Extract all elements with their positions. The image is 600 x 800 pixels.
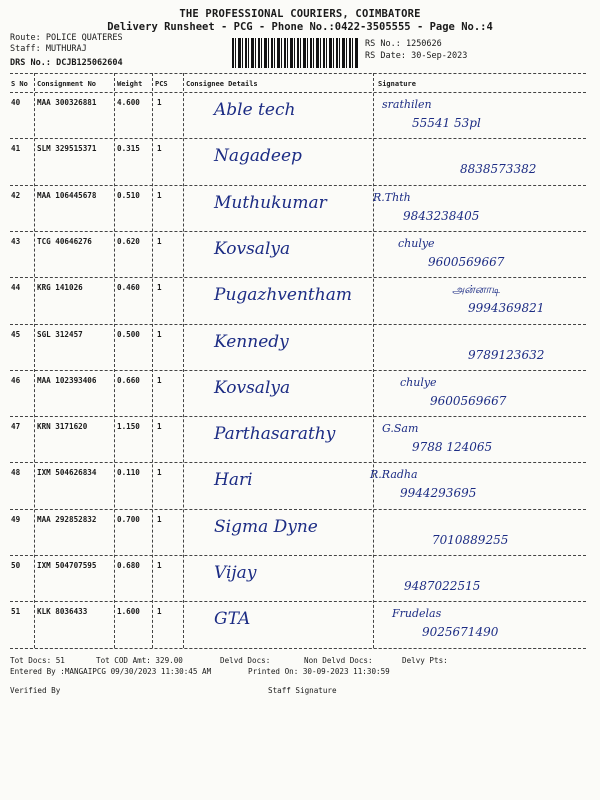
row-divider (10, 185, 586, 186)
row-consignment-no: KRN 3171620 (37, 422, 88, 432)
row-pcs: 1 (157, 514, 162, 524)
staff-label: Staff: (10, 44, 41, 54)
col-divider (114, 73, 115, 648)
consignee-handwriting: Vijay (214, 563, 257, 583)
phone-handwriting: 9789123632 (468, 347, 545, 362)
row-weight: 0.315 (117, 144, 140, 154)
row-weight: 4.600 (117, 98, 140, 107)
row-sno: 47 (11, 422, 21, 432)
col-header-weight: Weight (117, 80, 143, 88)
row-sno: 41 (11, 144, 21, 154)
rs-no-value: 1250626 (405, 39, 442, 49)
rs-no-label: RS No.: (365, 39, 401, 49)
table-top-rule (10, 73, 586, 74)
row-divider (10, 138, 586, 139)
row-divider (10, 416, 586, 417)
row-consignment-no: IXM 504707595 (37, 561, 97, 570)
phone-handwriting: 9843238405 (403, 208, 480, 223)
row-divider (10, 370, 586, 371)
row-pcs: 1 (157, 236, 162, 246)
row-pcs: 1 (157, 283, 162, 293)
runsheet-subtitle: Delivery Runsheet - PCG - Phone No.:0422-3505555 - Page No.:4 (107, 21, 493, 33)
row-weight: 0.620 (117, 236, 140, 246)
row-pcs: 1 (157, 561, 162, 570)
row-sno: 40 (11, 98, 21, 107)
row-weight: 0.510 (117, 190, 140, 200)
staff-signature-label: Staff Signature (268, 686, 337, 695)
row-weight: 1.600 (117, 607, 140, 617)
rs-date-line (365, 51, 467, 61)
consignee-handwriting: GTA (214, 609, 251, 630)
row-divider (10, 509, 586, 510)
delivery-points: Delvy Pts: (402, 656, 448, 665)
phone-handwriting: 9600569667 (430, 393, 507, 408)
row-sno: 44 (11, 283, 21, 293)
phone-handwriting: 9487022515 (404, 579, 481, 593)
row-pcs: 1 (157, 422, 162, 432)
consignee-handwriting: Kennedy (214, 331, 289, 352)
row-weight: 0.680 (117, 561, 140, 570)
col-divider (152, 73, 153, 648)
table-header-rule (10, 92, 586, 93)
col-header-consignment: Consignment No (37, 80, 97, 88)
total-cod-amount: Tot COD Amt: 329.00 (96, 656, 183, 665)
row-weight: 0.700 (117, 514, 140, 524)
phone-handwriting: 7010889255 (432, 532, 509, 547)
row-sno: 49 (11, 514, 21, 524)
row-pcs: 1 (157, 375, 162, 385)
col-header-pcs: PCS (155, 80, 168, 88)
row-weight: 1.150 (117, 422, 140, 432)
row-consignment-no: SLM 329515371 (37, 144, 97, 154)
staff-line (10, 44, 87, 54)
rs-date-value: 30-Sep-2023 (411, 51, 468, 61)
phone-handwriting: 9788 124065 (412, 440, 493, 455)
row-consignment-no: MAA 300326881 (37, 98, 97, 107)
row-divider (10, 324, 586, 325)
delivered-docs: Delvd Docs: (220, 656, 271, 665)
staff-value: MUTHURAJ (45, 44, 87, 54)
consignee-handwriting: Hari (214, 470, 253, 491)
row-pcs: 1 (157, 607, 162, 617)
consignee-handwriting: Parthasarathy (214, 424, 336, 445)
row-sno: 42 (11, 190, 21, 200)
row-consignment-no: KLK 8036433 (37, 607, 88, 617)
route-label: Route: (10, 33, 41, 43)
row-pcs: 1 (157, 329, 162, 339)
signature-handwriting: R.Radha (370, 468, 418, 482)
row-sno: 46 (11, 375, 21, 385)
row-sno: 43 (11, 236, 21, 246)
phone-handwriting: 55541 53pl (412, 116, 481, 130)
route-line (10, 33, 123, 43)
row-weight: 0.110 (117, 468, 140, 478)
col-divider (183, 73, 184, 648)
row-weight: 0.660 (117, 375, 140, 385)
row-sno: 50 (11, 561, 21, 570)
total-docs: Tot Docs: 51 (10, 656, 65, 665)
drs-value: DCJB125062604 (56, 58, 123, 68)
consignee-handwriting: Nagadeep (214, 146, 302, 167)
row-pcs: 1 (157, 144, 162, 154)
drs-line (10, 58, 123, 68)
row-consignment-no: TCG 40646276 (37, 236, 92, 246)
drs-label: DRS No.: (10, 58, 51, 68)
signature-handwriting: G.Sam (382, 422, 419, 436)
row-divider (10, 231, 586, 232)
phone-handwriting: 9944293695 (400, 486, 477, 501)
row-consignment-no: KRG 141026 (37, 283, 83, 293)
company-title: THE PROFESSIONAL COURIERS, COIMBATORE (179, 8, 421, 20)
row-sno: 48 (11, 468, 21, 478)
row-sno: 45 (11, 329, 21, 339)
rs-no-line (365, 39, 442, 49)
col-header-sno: S No (11, 80, 28, 88)
row-pcs: 1 (157, 468, 162, 478)
row-weight: 0.500 (117, 329, 140, 339)
col-header-signature: Signature (378, 80, 416, 88)
row-consignment-no: MAA 106445678 (37, 190, 97, 200)
row-consignment-no: MAA 292852832 (37, 514, 97, 524)
entered-by: Entered By :MANGAIPCG 09/30/2023 11:30:45 AM (10, 667, 212, 676)
row-consignment-no: MAA 102393406 (37, 375, 97, 385)
non-delivered-docs: Non Delvd Docs: (304, 656, 373, 665)
row-divider (10, 462, 586, 463)
signature-handwriting: chulye (400, 375, 437, 389)
consignee-handwriting: Kovsalya (214, 238, 291, 259)
consignee-handwriting: Pugazhventham (214, 285, 352, 306)
signature-handwriting: chulye (398, 236, 435, 250)
barcode (232, 38, 358, 68)
row-consignment-no: IXM 504626834 (37, 468, 97, 478)
consignee-handwriting: Able tech (214, 100, 296, 120)
phone-handwriting: 9600569667 (428, 254, 505, 269)
col-divider (373, 73, 374, 648)
printed-on: Printed On: 30-09-2023 11:30:59 (248, 667, 390, 676)
col-divider (34, 73, 35, 648)
row-divider (10, 555, 586, 556)
row-weight: 0.460 (117, 283, 140, 293)
signature-handwriting: அன்னாடி (452, 283, 501, 297)
verified-by-label: Verified By (10, 686, 61, 695)
consignee-handwriting: Muthukumar (214, 192, 327, 213)
phone-handwriting: 8838573382 (460, 162, 537, 177)
rs-date-label: RS Date: (365, 51, 406, 61)
consignee-handwriting: Sigma Dyne (214, 516, 318, 537)
phone-handwriting: 9025671490 (422, 625, 499, 640)
signature-handwriting: R.Thth (373, 190, 411, 204)
phone-handwriting: 9994369821 (468, 301, 545, 316)
signature-handwriting: Frudelas (392, 607, 442, 621)
row-consignment-no: SGL 312457 (37, 329, 83, 339)
route-value: POLICE QUATERES (45, 33, 123, 43)
table-bottom-rule (10, 648, 586, 649)
signature-handwriting: srathilen (382, 98, 432, 111)
col-header-consignee: Consignee Details (186, 80, 258, 88)
row-pcs: 1 (157, 98, 162, 107)
row-pcs: 1 (157, 190, 162, 200)
row-sno: 51 (11, 607, 21, 617)
row-divider (10, 601, 586, 602)
row-divider (10, 277, 586, 278)
consignee-handwriting: Kovsalya (214, 377, 291, 398)
